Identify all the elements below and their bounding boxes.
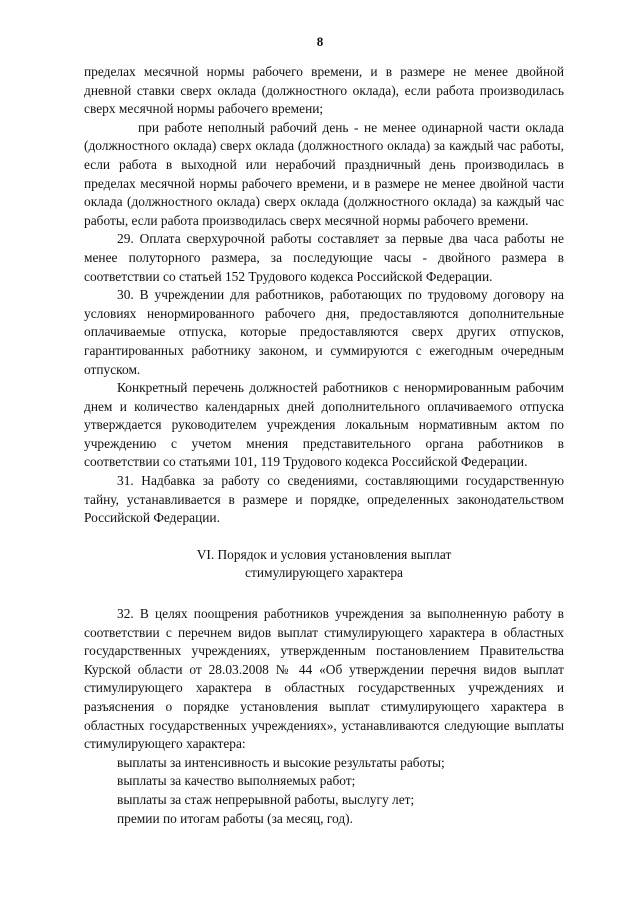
list-item: выплаты за интенсивность и высокие результаты работы;	[117, 754, 445, 770]
document-body	[84, 63, 564, 828]
section-heading	[84, 546, 564, 583]
section-heading-line-1: VI. Порядок и условия установления выплат	[196, 546, 452, 562]
list-item: премии по итогам работы (за месяц, год).	[117, 810, 353, 826]
paragraph-31-state-secret: 31. Надбавка за работу со сведениями, составляющими государственную тайну, устанавливается в размере и порядке, определенных законодательством Российской Федерации.	[84, 473, 564, 526]
page-number: 8	[316, 34, 324, 49]
paragraph-specific-list: Конкретный перечень должностей работников с ненормированным рабочим днем и количество календарных дней дополнительного оплачиваемого отпуска утверждается руководителем учреждения локальным нормативным актом по учреждению с учетом мнения представительного органа работников в соответствии со статьями 101, 119 Трудового кодекса Российской Федерации.	[84, 380, 564, 470]
list-item: выплаты за качество выполняемых работ;	[117, 773, 356, 789]
paragraph-part-time-work: при работе неполный рабочий день - не менее одинарной части оклада (должностного оклада) сверх оклада (должностного оклада) за каждый час работы, если работа в выходной или нерабочий праздничный день производилась в пределах месячной нормы рабочего времени, и в размере не менее двойной части оклада (должностного оклада) сверх оклада (должностного оклада) за каждый час работы, если работа производилась сверх месячной нормы рабочего времени.	[84, 119, 564, 228]
payments-list	[84, 754, 564, 828]
paragraph-29-overtime: 29. Оплата сверхурочной работы составляет за первые два часа работы не менее полуторного размера, за последующие часы - двойного размера в соответствии со статьей 152 Трудового кодекса Российской Федерации.	[84, 231, 564, 284]
section-heading-line-2: стимулирующего характера	[245, 565, 403, 581]
paragraph-continuation: пределах месячной нормы рабочего времени, и в размере не менее двойной дневной ставки сверх оклада (должностного оклада), если работа производилась сверх месячной нормы рабочего времени;	[84, 64, 564, 117]
paragraph-30-irregular-hours: 30. В учреждении для работников, работающих по трудовому договору на условиях ненормированного рабочего дня, предоставляются дополнительные оплачиваемые отпуска, которые предоставляются сверх других отпусков, гарантированных работнику законом, и суммируются с ежегодным очередным отпуском.	[84, 287, 564, 377]
list-item: выплаты за стаж непрерывной работы, выслугу лет;	[117, 791, 415, 807]
paragraph-32-incentives: 32. В целях поощрения работников учреждения за выполненную работу в соответствии с перечнем видов выплат стимулирующего характера в областных государственных учреждениях, утвержденным постановлением Правительства Курской области от 28.03.2008 № 44 «Об утверждении перечня видов выплат стимулирующего характера в областных государственных учреждениях и разъяснения о порядке установления выплат стимулирующего характера в областных государственных учреждениях», устанавливаются следующие выплаты стимулирующего характера:	[84, 606, 564, 752]
